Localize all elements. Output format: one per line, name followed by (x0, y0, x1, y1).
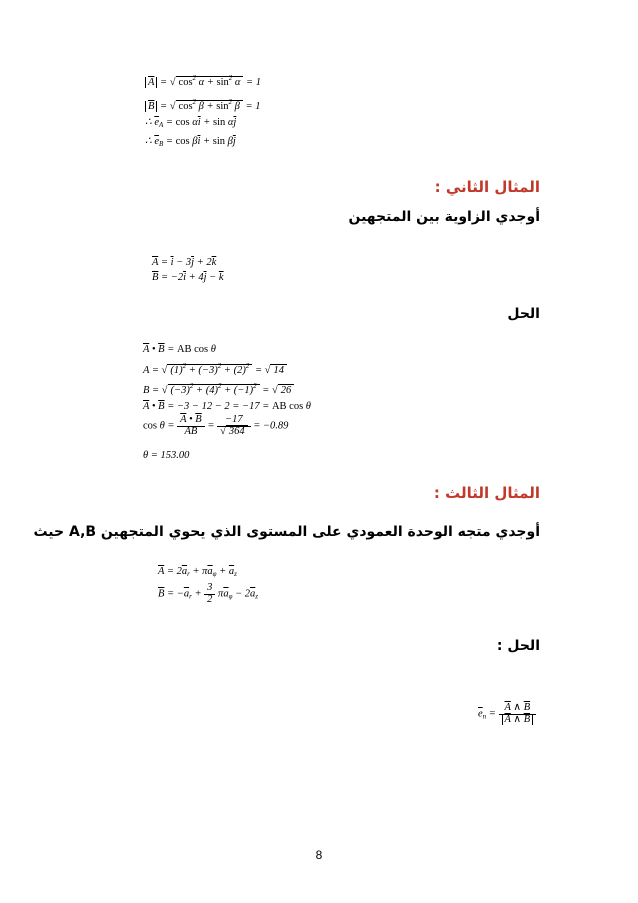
page-number: 8 (315, 848, 323, 862)
equation-line: B = √ $(-3)^2 + (4)^2 + (-1)^2$ = √ 26 (143, 383, 294, 397)
example-3-unit-normal (478, 703, 578, 735)
equation-line: $\overline{B} = -\overline{a}_r$ + $\frac{3}{2}$ $\pi\overline{a}_\varphi - 2\overline{a}_z$ (158, 582, 259, 605)
example-2-heading: المثال الثاني : (434, 178, 540, 196)
equation-line: $\overline{B} = -2\overline{i} + 4\overline{j} - \overline{k}$ (152, 272, 224, 283)
unit-vector-equations (145, 75, 405, 155)
equation-line: ∴ $\overline{e}_B = \cos \beta\overline{i} + \sin \beta\overline{j}$ (145, 136, 236, 148)
example-3-vectors (158, 567, 358, 617)
equation-line: $\overline{A}$ • $\overline{B}$ = AB cos θ (143, 344, 216, 355)
equation-line: $\overline{e}_n$ = $\frac{\overline{A} \wedge \overline{B}}{\overline{A} \wedge \overline{B}}$ (478, 703, 536, 725)
example-2-solution-label: الحل (507, 306, 540, 322)
equation-line: θ = 153.00 (143, 450, 190, 461)
equation-line: $\overline{A}$ = √ $\cos^2 \alpha + \sin^2 \alpha = 1$ (145, 75, 261, 89)
example-2-vectors (152, 258, 352, 288)
example-3-heading: المثال الثالث : (433, 484, 540, 502)
example-3-question: أوجدي متجه الوحدة العمودي على المستوى الذي يحوي المتجهين A,B حيث (33, 524, 540, 540)
equation-line: ∴ $\overline{e}_A = \cos \alpha\overline{i} + \sin \alpha\overline{j}$ (145, 117, 237, 129)
example-3-solution-label: الحل : (496, 638, 540, 654)
example-2-solution-equations (143, 345, 443, 470)
equation-line: $\overline{A} = 2\overline{a}_r + \pi\overline{a}_\varphi + \overline{a}_z$ (158, 566, 237, 578)
equation-line: cos θ = $\frac{\overline{A} • \overline{B}}{AB}$ = $\frac{-17}{√ 364}$ = −0.89 (143, 414, 289, 437)
equation-line: A = √ $(1)^2 + (-3)^2 + (2)^2$ = √ 14 (143, 363, 287, 377)
equation-line: $\overline{B}$ = √ $\cos^2 \beta + \sin^2 \beta = 1$ (145, 99, 260, 113)
equation-line: $\overline{A} = \overline{i} - 3\overline{j} + 2\overline{k}$ (152, 257, 217, 268)
equation-line: $\overline{A}$ • $\overline{B} = -3 - 12 - 2 = -17$ = AB cos θ (143, 401, 311, 412)
example-2-question: أوجدي الزاوية بين المتجهين (348, 209, 540, 225)
